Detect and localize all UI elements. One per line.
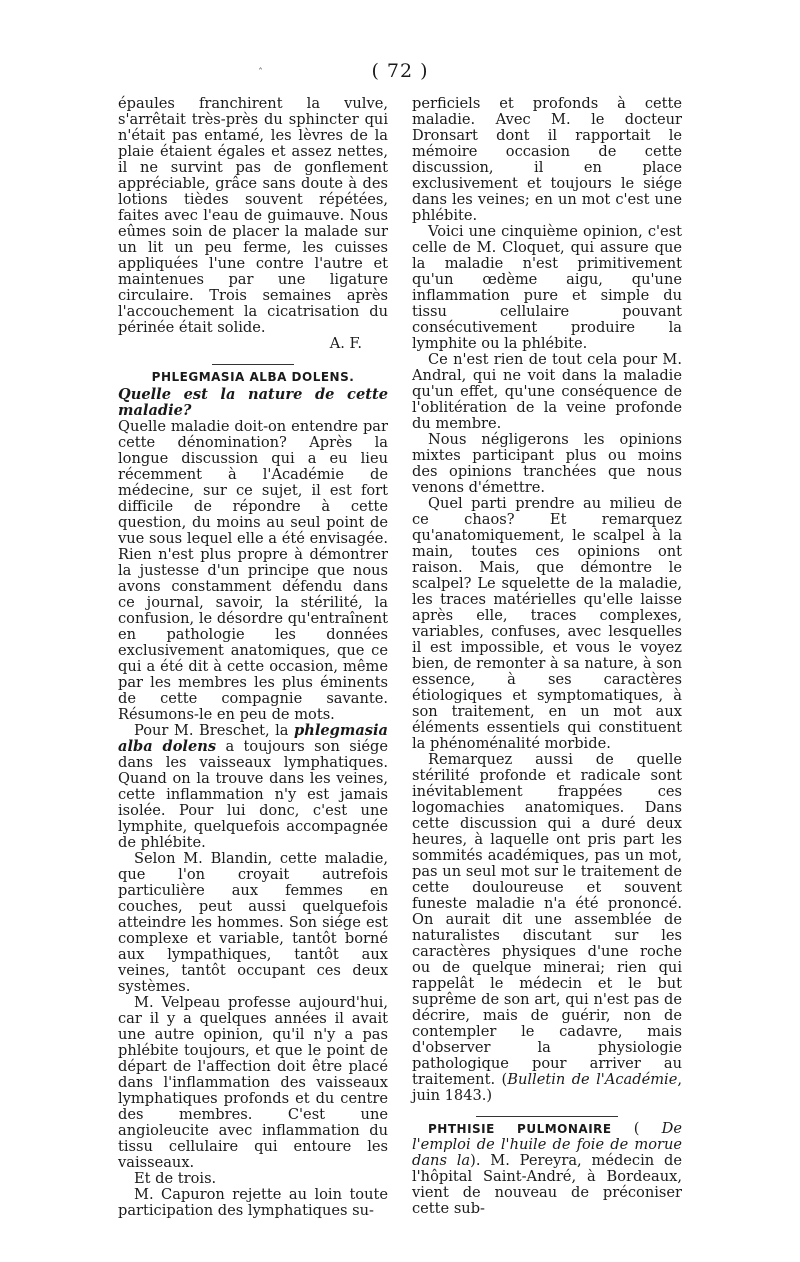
paragraph: Quel parti prendre au milieu de ce chaos? Et remarquez qu'anatomiquement, le scalpel à la main, toutes ces opinions ont raison. Mais, que démontre le scalpel? Le squelette de la maladie, les traces matérielles qu'elle laisse après elle, traces complexes, variables, confuses, avec lesquelles il est impossible, et vous le voyez bien, de remonter à sa nature, à son essence, à ses caractères étiologiques et symptomatiques, à son traitement, en un mot aux éléments essentiels qui constituent la phénoménalité morbide. xyxy=(412,495,682,752)
text-run: a toujours son siége dans les vaisseaux lymphatiques. Quand on la trouve dans les veines, cette inflammation n'y est jamais isolée. Pour lui donc, c'est une lymphite, quelquefois accompagnée de phlébite. xyxy=(118,738,388,851)
section-heading: PHTHISIE PULMONAIRE xyxy=(428,1122,612,1136)
section-divider xyxy=(476,1116,618,1117)
right-column xyxy=(412,96,682,1217)
paragraph: Et de trois. xyxy=(134,1170,217,1187)
paragraph: Nous négligerons les opinions mixtes participant plus ou moins des opinions tranchées que nous venons d'émettre. xyxy=(412,431,682,496)
stray-mark: ˆ xyxy=(258,68,263,79)
paragraph xyxy=(412,1121,682,1217)
section-subheading: Quelle est la nature de cette maladie? xyxy=(118,386,388,419)
emphasis: phlegmasia alba dolens xyxy=(118,722,388,755)
paragraph xyxy=(118,723,388,851)
text-run: ( xyxy=(611,1120,662,1137)
paragraph: Quelle maladie doit-on entendre par cette dénomination? Après la longue discussion qui a eu lieu récemment à l'Académie de médecine, sur ce sujet, il est fort difficile de répondre à cette question, du moins au seul point de vue sous lequel elle a été envisagée. Rien n'est plus propre à démontrer la justesse d'un principe que nous avons constamment défendu dans ce journal, savoir, la stérilité, la confusion, le désordre qu'entraînent en pathologie les données exclusivement anatomiques, que ce qui a été dit à cette occasion, même par les membres les plus éminents de cette compagnie savante. Résumons-le en peu de mots. xyxy=(118,418,388,723)
text-run: , juin 1843.) xyxy=(412,1071,682,1104)
paragraph: M. Velpeau professe aujourd'hui, car il y a quelques années il avait une autre opinion, qu'il n'y a pas phlébite toujours, et que le point de départ de l'affection doit être placé dans l'inflammation des vaisseaux lymphatiques profonds et du centre des membres. C'est une angioleucite avec inflammation du tissu cellulaire qui entoure les vaisseaux. xyxy=(118,994,388,1171)
text-run: ). M. Pereyra, médecin de l'hôpital Saint-André, à Bordeaux, vient de nouveau de préconiser cette sub- xyxy=(412,1152,682,1217)
section-divider xyxy=(212,364,294,365)
paragraph: Voici une cinquième opinion, c'est celle de M. Cloquet, qui assure que la maladie n'est primitivement qu'un œdème aigu, qu'une inflammation pure et simple du tissu cellulaire pouvant consécutivement produire la lymphite ou la phlébite. xyxy=(412,223,682,352)
text-run: Remarquez aussi de quelle stérilité profonde et radicale sont inévitablement frappées ces logomachies anatomiques. Dans cette discussion qui a duré deux heures, à laquelle ont pris part les sommités académiques, pas un mot, pas un seul mot sur le traitement de cette douloureuse et souvent funeste maladie n'a été prononcé. On aurait dit une assemblée de naturalistes discutant sur les caractères physiques d'une roche ou de quelque minerai; rien qui rappelât le médecin et le but suprême de son art, qui n'est pas de décrire, mais de guérir, non de contempler le cadavre, mais d'observer la physiologie pathologique pour arriver au traitement. ( xyxy=(412,751,682,1088)
paragraph: Ce n'est rien de tout cela pour M. Andral, qui ne voit dans la maladie qu'un effet, qu'une conséquence de l'oblitération de la veine profonde du membre. xyxy=(412,351,682,432)
author-signature: A. F. xyxy=(329,335,362,352)
citation: Bulletin de l'Académie xyxy=(507,1071,678,1088)
emphasis: De l'emploi de l'huile de foie de morue dans la xyxy=(412,1120,682,1169)
page-number: ( 72 ) xyxy=(371,60,429,82)
text-run: Pour M. Breschet, la xyxy=(134,722,295,739)
left-column xyxy=(118,96,388,1219)
paragraph: M. Capuron rejette au loin toute participation des lymphatiques su- xyxy=(118,1186,388,1219)
paragraph: perficiels et profonds à cette maladie. Avec M. le docteur Dronsart dont il rapportait le mémoire occasion de cette discussion, il en place exclusivement et toujours le siége dans les veines; en un mot c'est une phlébite. xyxy=(412,95,682,224)
paragraph: épaules franchirent la vulve, s'arrêtait très-près du sphincter qui n'était pas entamé, les lèvres de la plaie étaient égales et assez nettes, il ne survint pas de gonflement appréciable, grâce sans doute à des lotions tièdes souvent répétées, faites avec l'eau de guimauve. Nous eûmes soin de placer la malade sur un lit un peu ferme, les cuisses appliquées l'une contre l'autre et maintenues par une ligature circulaire. Trois semaines après l'accouchement la cicatrisation du périnée était solide. xyxy=(118,95,388,336)
section-heading: PHLEGMASIA ALBA DOLENS. xyxy=(151,370,355,384)
paragraph: Selon M. Blandin, cette maladie, que l'on croyait autrefois particulière aux femmes en couches, peut aussi quelquefois atteindre les hommes. Son siége est complexe et variable, tantôt borné aux lympathiques, tantôt aux veines, tantôt occupant ces deux systèmes. xyxy=(118,850,388,995)
paragraph xyxy=(412,752,682,1104)
